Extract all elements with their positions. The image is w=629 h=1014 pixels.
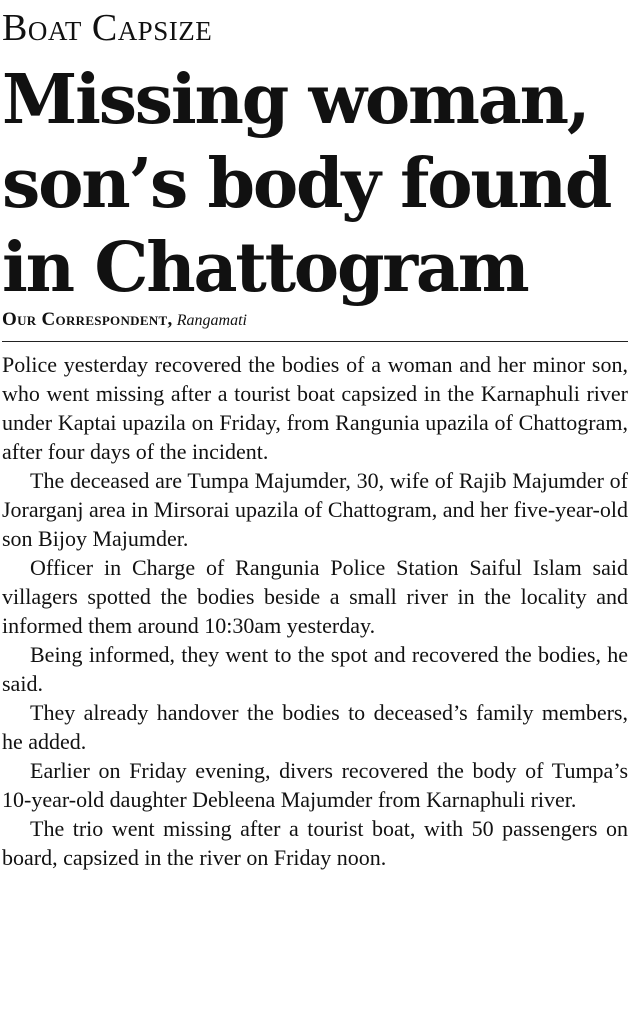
paragraph-1: Police yesterday recovered the bodies of a woman and her minor son, who went missing after a tourist boat capsized in the Karnaphuli river under Kaptai upazila on Friday, from Rangunia upazila of Chattogram, after four days of the incident. (2, 352, 628, 464)
headline-line-2: son’s body found (2, 144, 611, 224)
headline-line-1: Missing woman, (2, 60, 589, 140)
headline-line-3: in Chattogram (2, 228, 528, 308)
paragraph-2: The deceased are Tumpa Majumder, 30, wife of Rajib Majumder of Jorarganj area in Mirsorai upazila of Chattogram, and her five-year-old son Bijoy Majumder. (2, 468, 628, 551)
headline (2, 58, 628, 310)
byline (2, 310, 628, 342)
paragraph-4: Being informed, they went to the spot and recovered the bodies, he said. (2, 642, 628, 696)
section-kicker: Boat Capsize (2, 7, 213, 49)
byline-location: Rangamati (176, 312, 247, 329)
paragraph-3: Officer in Charge of Rangunia Police Station Saiful Islam said villagers spotted the bodies beside a small river in the locality and informed them around 10:30am yesterday. (2, 555, 628, 638)
byline-author: Our Correspondent, (2, 309, 173, 330)
paragraph-6: Earlier on Friday evening, divers recovered the body of Tumpa’s 10-year-old daughter Debleena Majumder from Karnaphuli river. (2, 758, 628, 812)
paragraph-5: They already handover the bodies to deceased’s family members, he added. (2, 700, 628, 754)
article-body (2, 350, 628, 872)
paragraph-7: The trio went missing after a tourist boat, with 50 passengers on board, capsized in the river on Friday noon. (2, 816, 628, 870)
